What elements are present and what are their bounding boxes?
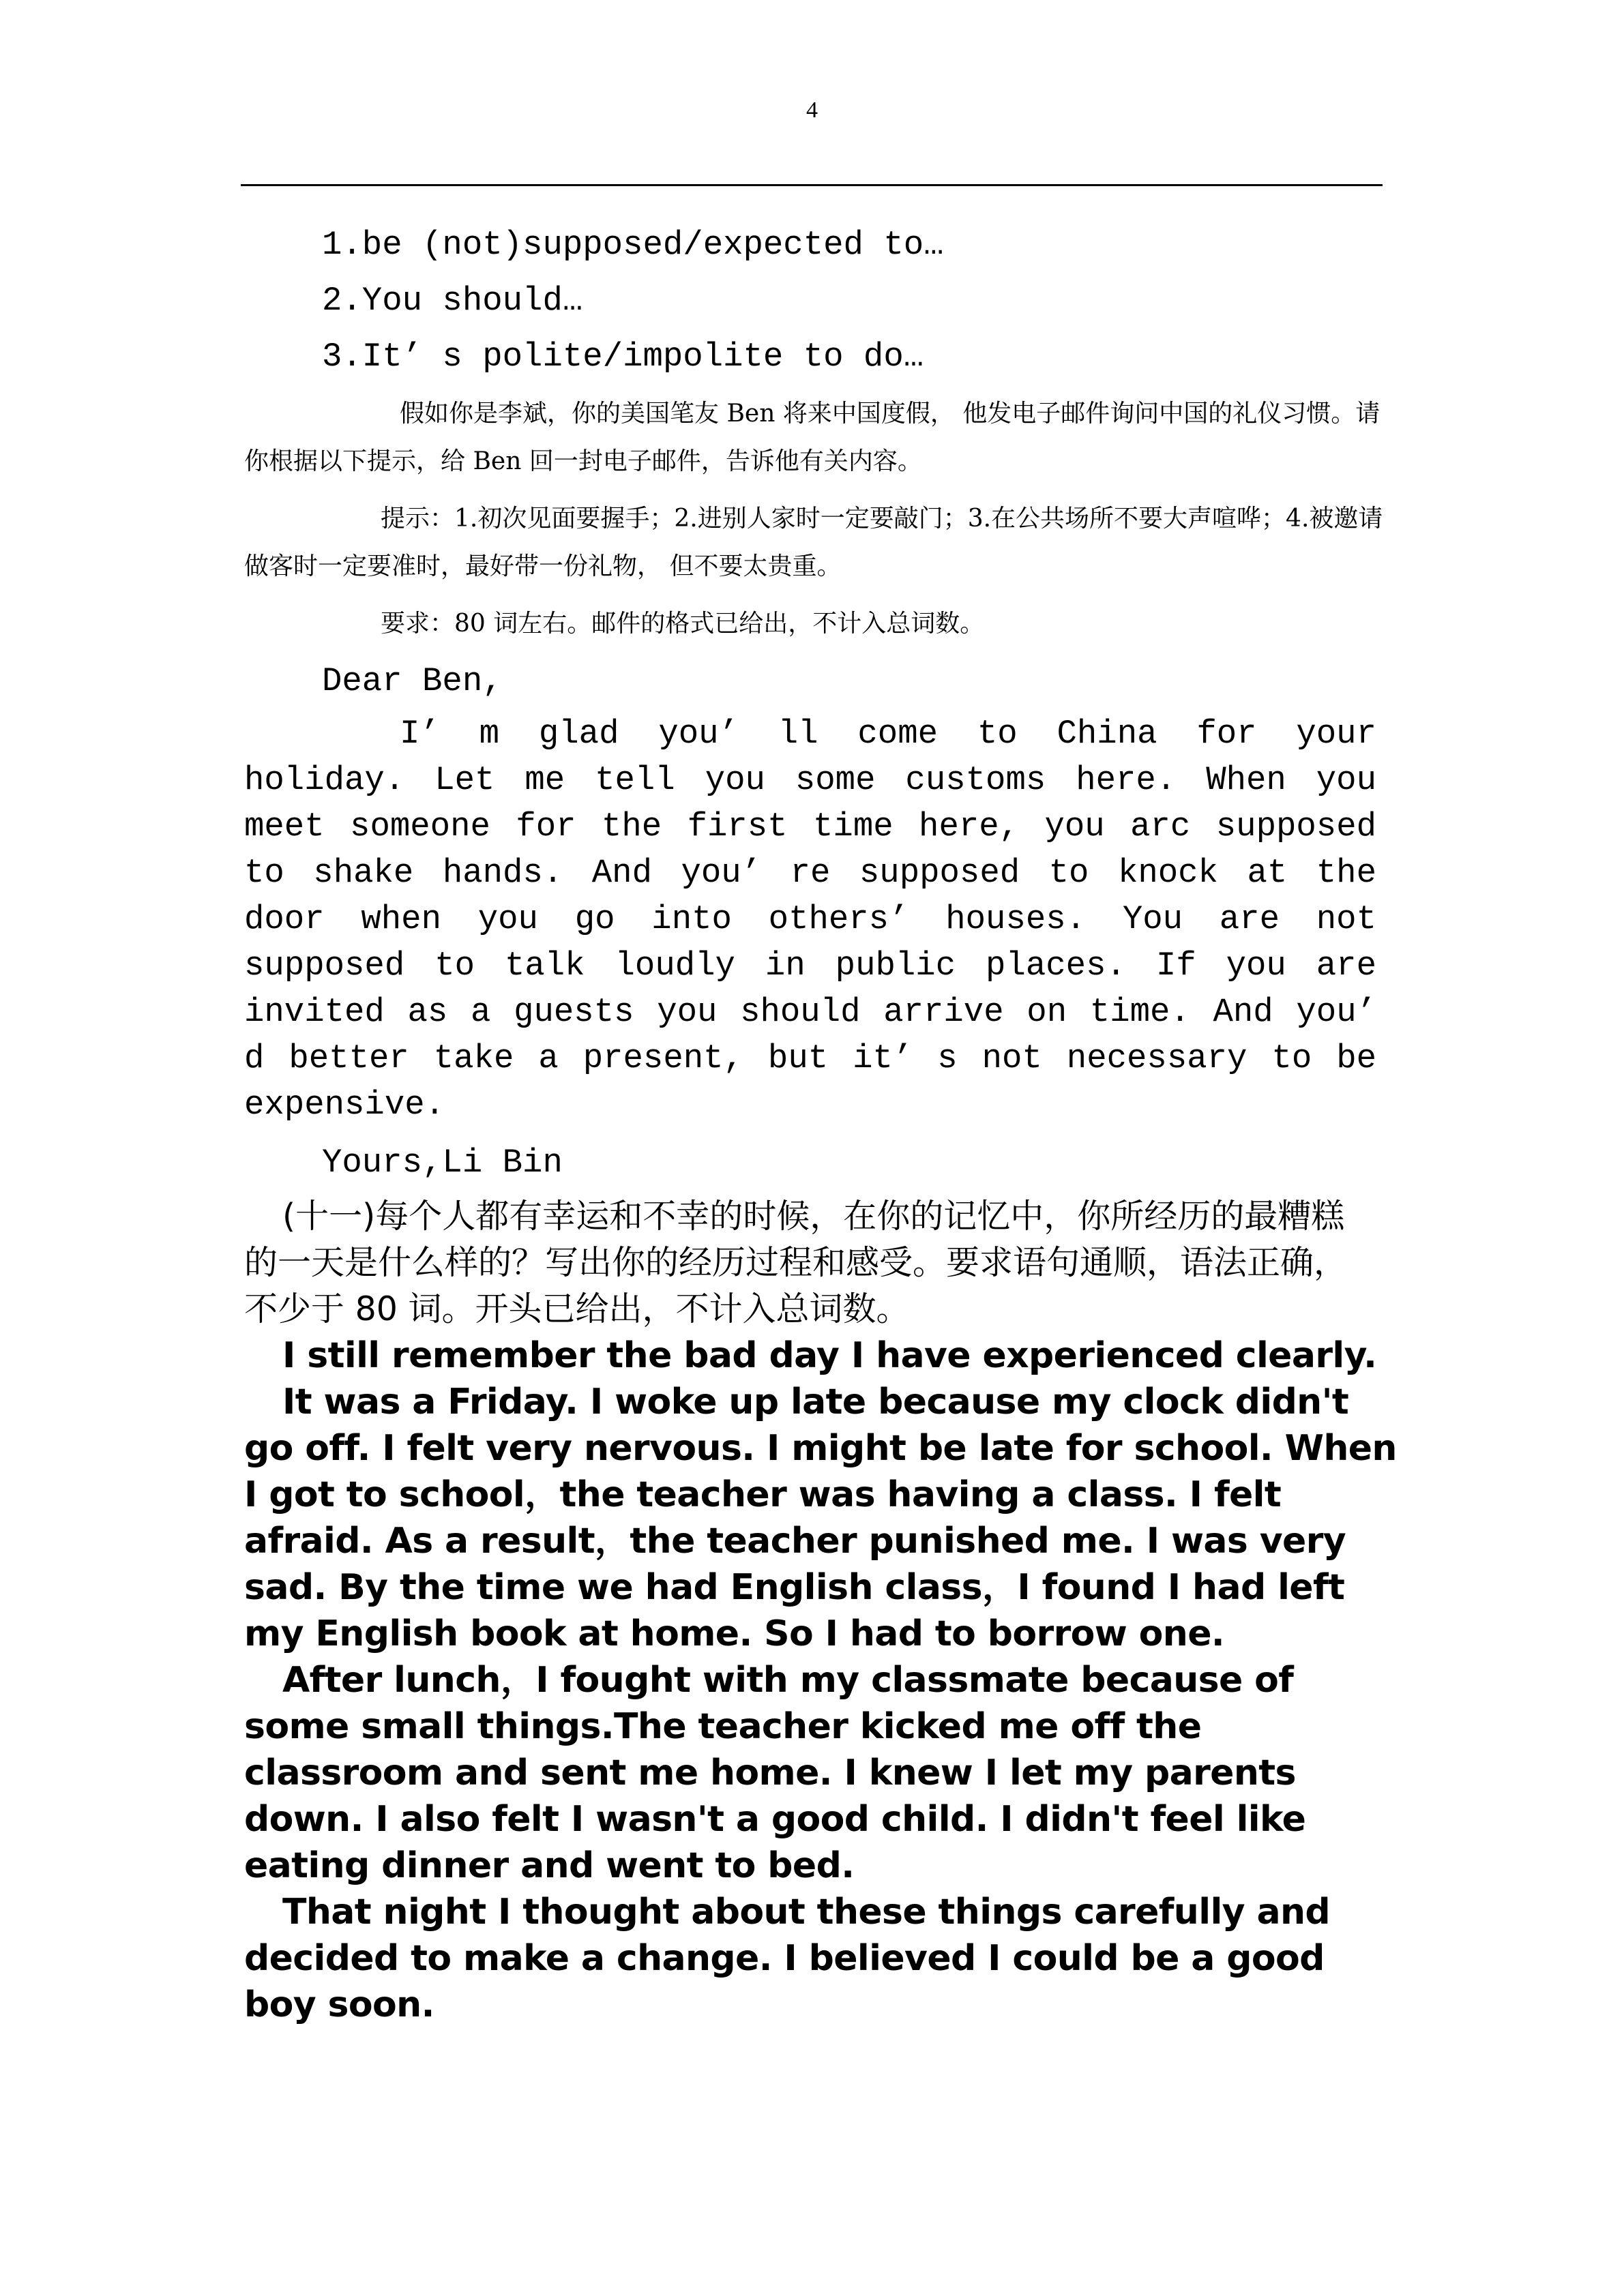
document-content [244, 217, 1397, 2028]
useful-expressions-list [244, 217, 1390, 385]
header-rule [241, 184, 1383, 186]
letter-signoff: Yours,Li Bin [322, 1144, 563, 1182]
essay-paragraph: I still remember the bad day I have experienced clearly. [282, 1335, 1377, 1376]
letter-body: I’ m glad you’ ll come to China for your holiday. Let me tell you some customs here. When you meet someone for the first time here, you arc supposed to shake hands. And you’ re supposed to knock at the door when you go into others’ houses. You are not supposed to talk loudly in public places. If you are invited as a guests you should arrive on time. And you’ d better take a present, but it’ s not necessary to be expensive. [244, 715, 1376, 1124]
page-number: 4 [806, 98, 818, 123]
model-essay [244, 1332, 1397, 2028]
writing-prompt: 假如你是李斌，你的美国笔友 Ben 将来中国度假， 他发电子邮件询问中国的礼仪习惯。请你根据以下提示，给 Ben 回一封电子邮件，告诉他有关内容。 [244, 400, 1381, 475]
essay-paragraph: After lunch，I fought with my classmate because of some small things.The teacher kicked me off the classroom and sent me home. I knew I let my parents down. I also felt I wasn't a good child. I didn't feel like eating dinner and went to bed. [244, 1660, 1306, 1886]
writing-hints: 提示：1.初次见面要握手；2.进别人家时一定要敲门；3.在公共场所不要大声喧哗；4.被邀请做客时一定要准时，最好带一份礼物， 但不要太贵重。 [244, 505, 1383, 580]
useful-expression-1: 1.be (not)supposed/expected to… [322, 226, 944, 264]
useful-expression-2: 2.You should… [322, 282, 583, 320]
essay-paragraph: That night I thought about these things carefully and decided to make a change. I believed I could be a good boy soon. [244, 1892, 1330, 2025]
letter-salutation: Dear Ben, [322, 662, 503, 700]
writing-requirements: 要求：80 词左右。邮件的格式已给出，不计入总词数。 [381, 610, 985, 638]
useful-expression-3: 3.It’ s polite/impolite to do… [322, 338, 924, 376]
task-eleven-prompt: (十一)每个人都有幸运和不幸的时候，在你的记忆中，你所经历的最糟糕的一天是什么样的？写出你的经历过程和感受。要求语句通顺，语法正确，不少于 80 词。开头已给出，不计入总词数。 [244, 1197, 1348, 1328]
essay-paragraph: It was a Friday. I woke up late because my clock didn't go off. I felt very nervous. I might be late for school. When I got to school，the teacher was having a class. I felt afraid. As a result，the teacher punished me. I was very sad. By the time we had English class，I found I had left my English book at home. So I had to borrow one. [244, 1382, 1397, 1654]
